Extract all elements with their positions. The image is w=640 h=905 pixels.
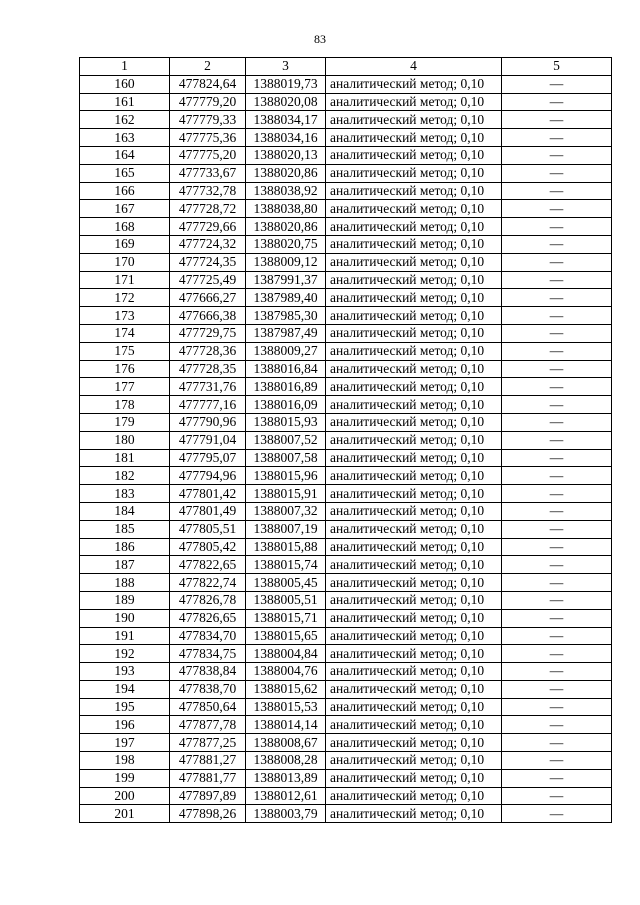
table-row bbox=[80, 716, 612, 734]
x-coordinate-cell: 477805,42 bbox=[170, 538, 246, 556]
y-coordinate-cell: 1388009,12 bbox=[246, 253, 326, 271]
table-body bbox=[80, 75, 612, 822]
note-cell: — bbox=[502, 805, 612, 823]
x-coordinate-cell: 477838,70 bbox=[170, 680, 246, 698]
table-row bbox=[80, 574, 612, 592]
x-coordinate-cell: 477834,75 bbox=[170, 645, 246, 663]
point-number-cell: 186 bbox=[80, 538, 170, 556]
y-coordinate-cell: 1387985,30 bbox=[246, 307, 326, 325]
y-coordinate-cell: 1388007,58 bbox=[246, 449, 326, 467]
method-accuracy-cell: аналитический метод; 0,10 bbox=[326, 360, 502, 378]
method-accuracy-cell: аналитический метод; 0,10 bbox=[326, 182, 502, 200]
point-number-cell: 173 bbox=[80, 307, 170, 325]
y-coordinate-cell: 1388038,92 bbox=[246, 182, 326, 200]
x-coordinate-cell: 477805,51 bbox=[170, 520, 246, 538]
table-row bbox=[80, 431, 612, 449]
method-accuracy-cell: аналитический метод; 0,10 bbox=[326, 538, 502, 556]
note-cell: — bbox=[502, 645, 612, 663]
x-coordinate-cell: 477775,36 bbox=[170, 129, 246, 147]
point-number-cell: 162 bbox=[80, 111, 170, 129]
y-coordinate-cell: 1388015,65 bbox=[246, 627, 326, 645]
note-cell: — bbox=[502, 449, 612, 467]
point-number-cell: 181 bbox=[80, 449, 170, 467]
y-coordinate-cell: 1388034,16 bbox=[246, 129, 326, 147]
point-number-cell: 166 bbox=[80, 182, 170, 200]
x-coordinate-cell: 477775,20 bbox=[170, 146, 246, 164]
table-row bbox=[80, 627, 612, 645]
table-row bbox=[80, 129, 612, 147]
table-row bbox=[80, 769, 612, 787]
method-accuracy-cell: аналитический метод; 0,10 bbox=[326, 342, 502, 360]
y-coordinate-cell: 1388007,32 bbox=[246, 502, 326, 520]
x-coordinate-cell: 477898,26 bbox=[170, 805, 246, 823]
note-cell: — bbox=[502, 698, 612, 716]
table-row bbox=[80, 253, 612, 271]
point-number-cell: 200 bbox=[80, 787, 170, 805]
method-accuracy-cell: аналитический метод; 0,10 bbox=[326, 787, 502, 805]
method-accuracy-cell: аналитический метод; 0,10 bbox=[326, 75, 502, 93]
x-coordinate-cell: 477731,76 bbox=[170, 378, 246, 396]
table-row bbox=[80, 360, 612, 378]
point-number-cell: 179 bbox=[80, 413, 170, 431]
table-row bbox=[80, 734, 612, 752]
header-col-3: 3 bbox=[246, 58, 326, 76]
y-coordinate-cell: 1388038,80 bbox=[246, 200, 326, 218]
y-coordinate-cell: 1387987,49 bbox=[246, 324, 326, 342]
y-coordinate-cell: 1388012,61 bbox=[246, 787, 326, 805]
table-row bbox=[80, 538, 612, 556]
x-coordinate-cell: 477729,75 bbox=[170, 324, 246, 342]
x-coordinate-cell: 477728,36 bbox=[170, 342, 246, 360]
y-coordinate-cell: 1388016,09 bbox=[246, 396, 326, 414]
point-number-cell: 176 bbox=[80, 360, 170, 378]
x-coordinate-cell: 477779,33 bbox=[170, 111, 246, 129]
y-coordinate-cell: 1388020,86 bbox=[246, 218, 326, 236]
point-number-cell: 164 bbox=[80, 146, 170, 164]
method-accuracy-cell: аналитический метод; 0,10 bbox=[326, 235, 502, 253]
point-number-cell: 192 bbox=[80, 645, 170, 663]
y-coordinate-cell: 1388034,17 bbox=[246, 111, 326, 129]
method-accuracy-cell: аналитический метод; 0,10 bbox=[326, 218, 502, 236]
note-cell: — bbox=[502, 271, 612, 289]
y-coordinate-cell: 1388003,79 bbox=[246, 805, 326, 823]
y-coordinate-cell: 1388015,88 bbox=[246, 538, 326, 556]
note-cell: — bbox=[502, 378, 612, 396]
point-number-cell: 178 bbox=[80, 396, 170, 414]
point-number-cell: 183 bbox=[80, 485, 170, 503]
point-number-cell: 196 bbox=[80, 716, 170, 734]
point-number-cell: 188 bbox=[80, 574, 170, 592]
table-row bbox=[80, 235, 612, 253]
note-cell: — bbox=[502, 164, 612, 182]
x-coordinate-cell: 477733,67 bbox=[170, 164, 246, 182]
y-coordinate-cell: 1387989,40 bbox=[246, 289, 326, 307]
note-cell: — bbox=[502, 75, 612, 93]
method-accuracy-cell: аналитический метод; 0,10 bbox=[326, 716, 502, 734]
point-number-cell: 175 bbox=[80, 342, 170, 360]
point-number-cell: 171 bbox=[80, 271, 170, 289]
method-accuracy-cell: аналитический метод; 0,10 bbox=[326, 449, 502, 467]
y-coordinate-cell: 1388020,86 bbox=[246, 164, 326, 182]
note-cell: — bbox=[502, 485, 612, 503]
method-accuracy-cell: аналитический метод; 0,10 bbox=[326, 146, 502, 164]
x-coordinate-cell: 477795,07 bbox=[170, 449, 246, 467]
note-cell: — bbox=[502, 680, 612, 698]
y-coordinate-cell: 1388020,08 bbox=[246, 93, 326, 111]
table-row bbox=[80, 680, 612, 698]
method-accuracy-cell: аналитический метод; 0,10 bbox=[326, 734, 502, 752]
method-accuracy-cell: аналитический метод; 0,10 bbox=[326, 680, 502, 698]
method-accuracy-cell: аналитический метод; 0,10 bbox=[326, 307, 502, 325]
x-coordinate-cell: 477728,72 bbox=[170, 200, 246, 218]
point-number-cell: 177 bbox=[80, 378, 170, 396]
table-row bbox=[80, 502, 612, 520]
table-row bbox=[80, 396, 612, 414]
y-coordinate-cell: 1388015,91 bbox=[246, 485, 326, 503]
point-number-cell: 199 bbox=[80, 769, 170, 787]
table-row bbox=[80, 609, 612, 627]
note-cell: — bbox=[502, 591, 612, 609]
method-accuracy-cell: аналитический метод; 0,10 bbox=[326, 378, 502, 396]
method-accuracy-cell: аналитический метод; 0,10 bbox=[326, 502, 502, 520]
point-number-cell: 190 bbox=[80, 609, 170, 627]
x-coordinate-cell: 477724,32 bbox=[170, 235, 246, 253]
y-coordinate-cell: 1388015,62 bbox=[246, 680, 326, 698]
y-coordinate-cell: 1388009,27 bbox=[246, 342, 326, 360]
table-row bbox=[80, 449, 612, 467]
x-coordinate-cell: 477897,89 bbox=[170, 787, 246, 805]
table-row bbox=[80, 663, 612, 681]
method-accuracy-cell: аналитический метод; 0,10 bbox=[326, 93, 502, 111]
method-accuracy-cell: аналитический метод; 0,10 bbox=[326, 627, 502, 645]
y-coordinate-cell: 1388007,19 bbox=[246, 520, 326, 538]
note-cell: — bbox=[502, 663, 612, 681]
x-coordinate-cell: 477822,74 bbox=[170, 574, 246, 592]
point-number-cell: 185 bbox=[80, 520, 170, 538]
note-cell: — bbox=[502, 235, 612, 253]
table-row bbox=[80, 75, 612, 93]
method-accuracy-cell: аналитический метод; 0,10 bbox=[326, 574, 502, 592]
y-coordinate-cell: 1388016,89 bbox=[246, 378, 326, 396]
x-coordinate-cell: 477725,49 bbox=[170, 271, 246, 289]
x-coordinate-cell: 477777,16 bbox=[170, 396, 246, 414]
note-cell: — bbox=[502, 734, 612, 752]
note-cell: — bbox=[502, 324, 612, 342]
note-cell: — bbox=[502, 93, 612, 111]
point-number-cell: 198 bbox=[80, 752, 170, 770]
note-cell: — bbox=[502, 289, 612, 307]
point-number-cell: 189 bbox=[80, 591, 170, 609]
point-number-cell: 168 bbox=[80, 218, 170, 236]
x-coordinate-cell: 477850,64 bbox=[170, 698, 246, 716]
method-accuracy-cell: аналитический метод; 0,10 bbox=[326, 396, 502, 414]
x-coordinate-cell: 477824,64 bbox=[170, 75, 246, 93]
method-accuracy-cell: аналитический метод; 0,10 bbox=[326, 129, 502, 147]
method-accuracy-cell: аналитический метод; 0,10 bbox=[326, 289, 502, 307]
header-col-5: 5 bbox=[502, 58, 612, 76]
note-cell: — bbox=[502, 146, 612, 164]
point-number-cell: 201 bbox=[80, 805, 170, 823]
y-coordinate-cell: 1388008,67 bbox=[246, 734, 326, 752]
table-row bbox=[80, 591, 612, 609]
table-header-row bbox=[80, 58, 612, 76]
y-coordinate-cell: 1388014,14 bbox=[246, 716, 326, 734]
note-cell: — bbox=[502, 502, 612, 520]
note-cell: — bbox=[502, 431, 612, 449]
note-cell: — bbox=[502, 360, 612, 378]
note-cell: — bbox=[502, 752, 612, 770]
table-row bbox=[80, 164, 612, 182]
table-row bbox=[80, 556, 612, 574]
point-number-cell: 194 bbox=[80, 680, 170, 698]
note-cell: — bbox=[502, 111, 612, 129]
point-number-cell: 195 bbox=[80, 698, 170, 716]
point-number-cell: 193 bbox=[80, 663, 170, 681]
y-coordinate-cell: 1388015,93 bbox=[246, 413, 326, 431]
note-cell: — bbox=[502, 253, 612, 271]
point-number-cell: 172 bbox=[80, 289, 170, 307]
note-cell: — bbox=[502, 787, 612, 805]
method-accuracy-cell: аналитический метод; 0,10 bbox=[326, 556, 502, 574]
page-number: 83 bbox=[314, 32, 326, 46]
table-row bbox=[80, 787, 612, 805]
x-coordinate-cell: 477826,65 bbox=[170, 609, 246, 627]
table-row bbox=[80, 645, 612, 663]
note-cell: — bbox=[502, 413, 612, 431]
x-coordinate-cell: 477791,04 bbox=[170, 431, 246, 449]
y-coordinate-cell: 1388004,76 bbox=[246, 663, 326, 681]
method-accuracy-cell: аналитический метод; 0,10 bbox=[326, 663, 502, 681]
note-cell: — bbox=[502, 627, 612, 645]
y-coordinate-cell: 1388020,75 bbox=[246, 235, 326, 253]
x-coordinate-cell: 477801,49 bbox=[170, 502, 246, 520]
header-col-2: 2 bbox=[170, 58, 246, 76]
y-coordinate-cell: 1388015,53 bbox=[246, 698, 326, 716]
y-coordinate-cell: 1388019,73 bbox=[246, 75, 326, 93]
y-coordinate-cell: 1387991,37 bbox=[246, 271, 326, 289]
table-row bbox=[80, 324, 612, 342]
header-col-4: 4 bbox=[326, 58, 502, 76]
table-row bbox=[80, 520, 612, 538]
table-row bbox=[80, 111, 612, 129]
point-number-cell: 170 bbox=[80, 253, 170, 271]
y-coordinate-cell: 1388020,13 bbox=[246, 146, 326, 164]
method-accuracy-cell: аналитический метод; 0,10 bbox=[326, 520, 502, 538]
point-number-cell: 167 bbox=[80, 200, 170, 218]
note-cell: — bbox=[502, 129, 612, 147]
table-row bbox=[80, 752, 612, 770]
method-accuracy-cell: аналитический метод; 0,10 bbox=[326, 413, 502, 431]
x-coordinate-cell: 477728,35 bbox=[170, 360, 246, 378]
table-row bbox=[80, 200, 612, 218]
table-row bbox=[80, 413, 612, 431]
note-cell: — bbox=[502, 218, 612, 236]
x-coordinate-cell: 477822,65 bbox=[170, 556, 246, 574]
note-cell: — bbox=[502, 520, 612, 538]
point-number-cell: 197 bbox=[80, 734, 170, 752]
x-coordinate-cell: 477794,96 bbox=[170, 467, 246, 485]
note-cell: — bbox=[502, 538, 612, 556]
method-accuracy-cell: аналитический метод; 0,10 bbox=[326, 485, 502, 503]
note-cell: — bbox=[502, 609, 612, 627]
x-coordinate-cell: 477877,25 bbox=[170, 734, 246, 752]
table-row bbox=[80, 289, 612, 307]
point-number-cell: 182 bbox=[80, 467, 170, 485]
method-accuracy-cell: аналитический метод; 0,10 bbox=[326, 467, 502, 485]
point-number-cell: 169 bbox=[80, 235, 170, 253]
x-coordinate-cell: 477666,27 bbox=[170, 289, 246, 307]
x-coordinate-cell: 477779,20 bbox=[170, 93, 246, 111]
y-coordinate-cell: 1388005,51 bbox=[246, 591, 326, 609]
method-accuracy-cell: аналитический метод; 0,10 bbox=[326, 111, 502, 129]
note-cell: — bbox=[502, 182, 612, 200]
x-coordinate-cell: 477666,38 bbox=[170, 307, 246, 325]
y-coordinate-cell: 1388008,28 bbox=[246, 752, 326, 770]
table-row bbox=[80, 93, 612, 111]
method-accuracy-cell: аналитический метод; 0,10 bbox=[326, 752, 502, 770]
x-coordinate-cell: 477801,42 bbox=[170, 485, 246, 503]
y-coordinate-cell: 1388016,84 bbox=[246, 360, 326, 378]
y-coordinate-cell: 1388015,71 bbox=[246, 609, 326, 627]
method-accuracy-cell: аналитический метод; 0,10 bbox=[326, 805, 502, 823]
note-cell: — bbox=[502, 342, 612, 360]
table-row bbox=[80, 485, 612, 503]
note-cell: — bbox=[502, 556, 612, 574]
point-number-cell: 174 bbox=[80, 324, 170, 342]
point-number-cell: 184 bbox=[80, 502, 170, 520]
header-col-1: 1 bbox=[80, 58, 170, 76]
table-row bbox=[80, 182, 612, 200]
method-accuracy-cell: аналитический метод; 0,10 bbox=[326, 645, 502, 663]
y-coordinate-cell: 1388015,96 bbox=[246, 467, 326, 485]
method-accuracy-cell: аналитический метод; 0,10 bbox=[326, 200, 502, 218]
point-number-cell: 160 bbox=[80, 75, 170, 93]
x-coordinate-cell: 477826,78 bbox=[170, 591, 246, 609]
table-row bbox=[80, 698, 612, 716]
method-accuracy-cell: аналитический метод; 0,10 bbox=[326, 609, 502, 627]
table-row bbox=[80, 218, 612, 236]
x-coordinate-cell: 477881,27 bbox=[170, 752, 246, 770]
method-accuracy-cell: аналитический метод; 0,10 bbox=[326, 271, 502, 289]
point-number-cell: 165 bbox=[80, 164, 170, 182]
y-coordinate-cell: 1388004,84 bbox=[246, 645, 326, 663]
x-coordinate-cell: 477729,66 bbox=[170, 218, 246, 236]
method-accuracy-cell: аналитический метод; 0,10 bbox=[326, 253, 502, 271]
coordinates-table bbox=[79, 57, 612, 823]
method-accuracy-cell: аналитический метод; 0,10 bbox=[326, 164, 502, 182]
y-coordinate-cell: 1388007,52 bbox=[246, 431, 326, 449]
method-accuracy-cell: аналитический метод; 0,10 bbox=[326, 769, 502, 787]
method-accuracy-cell: аналитический метод; 0,10 bbox=[326, 324, 502, 342]
table-row bbox=[80, 342, 612, 360]
table-row bbox=[80, 805, 612, 823]
x-coordinate-cell: 477724,35 bbox=[170, 253, 246, 271]
note-cell: — bbox=[502, 769, 612, 787]
x-coordinate-cell: 477834,70 bbox=[170, 627, 246, 645]
note-cell: — bbox=[502, 467, 612, 485]
table-row bbox=[80, 467, 612, 485]
note-cell: — bbox=[502, 307, 612, 325]
point-number-cell: 180 bbox=[80, 431, 170, 449]
point-number-cell: 187 bbox=[80, 556, 170, 574]
note-cell: — bbox=[502, 716, 612, 734]
y-coordinate-cell: 1388005,45 bbox=[246, 574, 326, 592]
note-cell: — bbox=[502, 396, 612, 414]
x-coordinate-cell: 477732,78 bbox=[170, 182, 246, 200]
x-coordinate-cell: 477790,96 bbox=[170, 413, 246, 431]
y-coordinate-cell: 1388013,89 bbox=[246, 769, 326, 787]
x-coordinate-cell: 477838,84 bbox=[170, 663, 246, 681]
method-accuracy-cell: аналитический метод; 0,10 bbox=[326, 431, 502, 449]
table-row bbox=[80, 271, 612, 289]
point-number-cell: 161 bbox=[80, 93, 170, 111]
y-coordinate-cell: 1388015,74 bbox=[246, 556, 326, 574]
note-cell: — bbox=[502, 200, 612, 218]
x-coordinate-cell: 477881,77 bbox=[170, 769, 246, 787]
method-accuracy-cell: аналитический метод; 0,10 bbox=[326, 591, 502, 609]
x-coordinate-cell: 477877,78 bbox=[170, 716, 246, 734]
table-row bbox=[80, 378, 612, 396]
note-cell: — bbox=[502, 574, 612, 592]
table-row bbox=[80, 307, 612, 325]
point-number-cell: 163 bbox=[80, 129, 170, 147]
point-number-cell: 191 bbox=[80, 627, 170, 645]
method-accuracy-cell: аналитический метод; 0,10 bbox=[326, 698, 502, 716]
table-row bbox=[80, 146, 612, 164]
